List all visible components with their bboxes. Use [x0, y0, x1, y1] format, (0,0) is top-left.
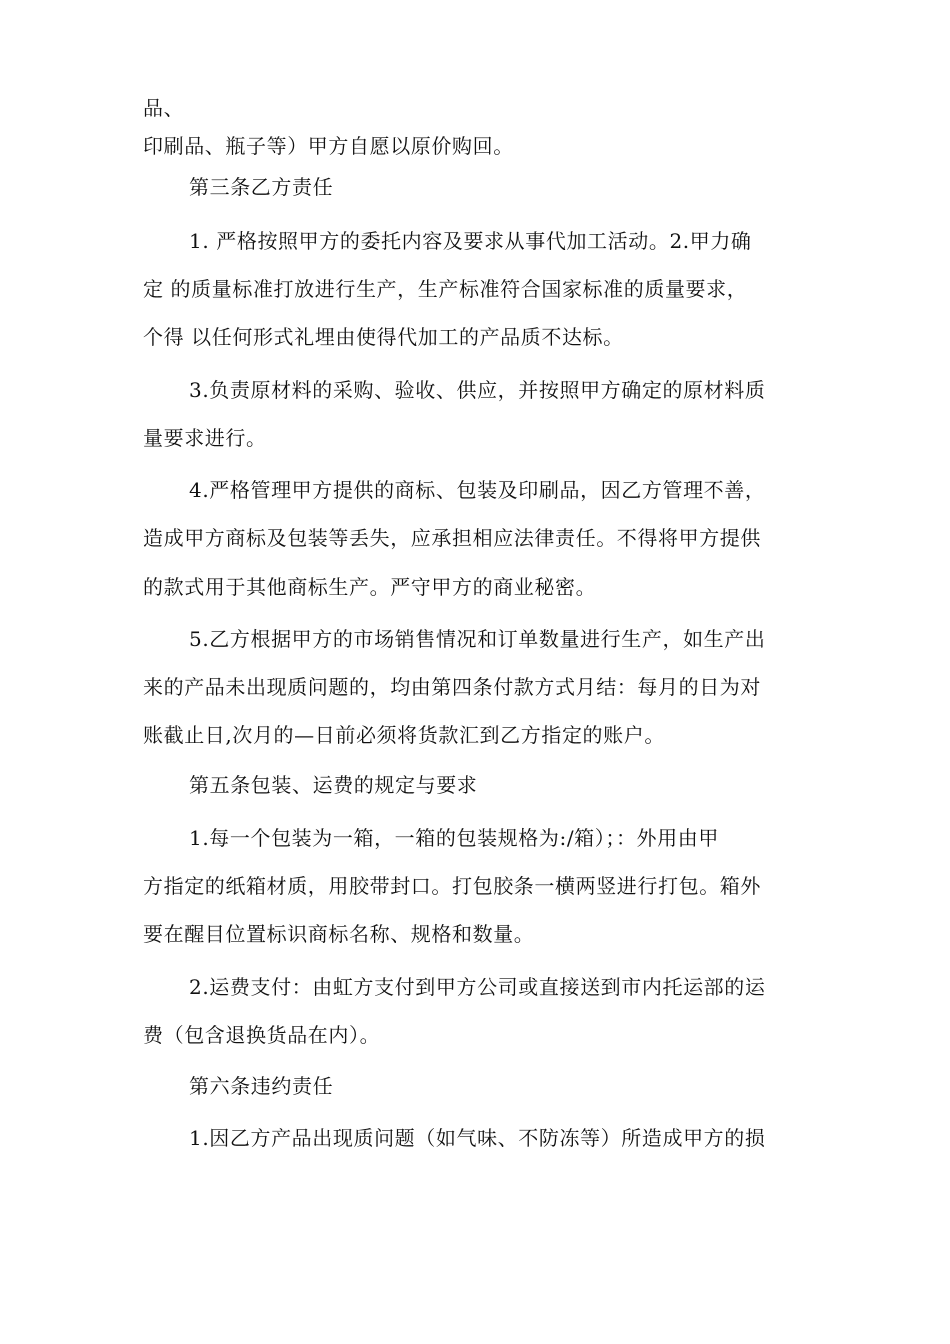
text-line: 账截止日,次月的—日前必须将货款汇到乙方指定的账户。	[143, 723, 665, 747]
text-line: 定 的质量标准打放进行生产，生产标准符合国家标准的质量要求，	[143, 277, 748, 301]
text-line: 品、	[143, 96, 185, 120]
text-line: 1.每一个包装为一箱，一箱的包装规格为:/箱）；：外用由甲	[189, 826, 719, 850]
text-line: 3.负责原材料的采购、验收、供应，并按照甲方确定的原材料质	[189, 378, 766, 402]
text-line: 2.运费支付：由虹方支付到甲方公司或直接送到市内托运部的运	[189, 975, 766, 999]
section-heading: 第五条包装、运费的规定与要求	[189, 773, 478, 797]
text-line: 1.因乙方产品出现质问题（如气味、不防冻等）所造成甲方的损	[189, 1126, 766, 1150]
text-line: 来的产品未出现质问题的，均由第四条付款方式月结：每月的日为对	[143, 675, 761, 699]
text-line: 个得 以任何形式礼埋由使得代加工的产品质不达标。	[143, 325, 624, 349]
section-heading: 第六条违约责任	[189, 1074, 334, 1098]
text-line: 要在醒目位置标识商标名称、规格和数量。	[143, 922, 535, 946]
text-line: 方指定的纸箱材质，用胶带封口。打包胶条一横两竖进行打包。箱外	[143, 874, 761, 898]
text-line: 造成甲方商标及包装等丢失，应承担相应法律责任。不得将甲方提供	[143, 526, 761, 550]
text-line: 1. 严格按照甲方的委托内容及要求从事代加工活动。2.甲力确	[189, 229, 752, 253]
text-line: 4.严格管理甲方提供的商标、包装及印刷品，因乙方管理不善，	[189, 478, 766, 502]
section-heading: 第三条乙方责任	[189, 175, 334, 199]
text-line: 5.乙方根据甲方的市场销售情况和订单数量进行生产，如生产出	[189, 627, 766, 651]
text-line: 费（包含退换货品在内）。	[143, 1023, 381, 1047]
text-line: 印刷品、瓶子等）甲方自愿以原价购回。	[143, 134, 514, 158]
text-line: 的款式用于其他商标生产。严守甲方的商业秘密。	[143, 575, 597, 599]
text-line: 量要求进行。	[143, 426, 267, 450]
